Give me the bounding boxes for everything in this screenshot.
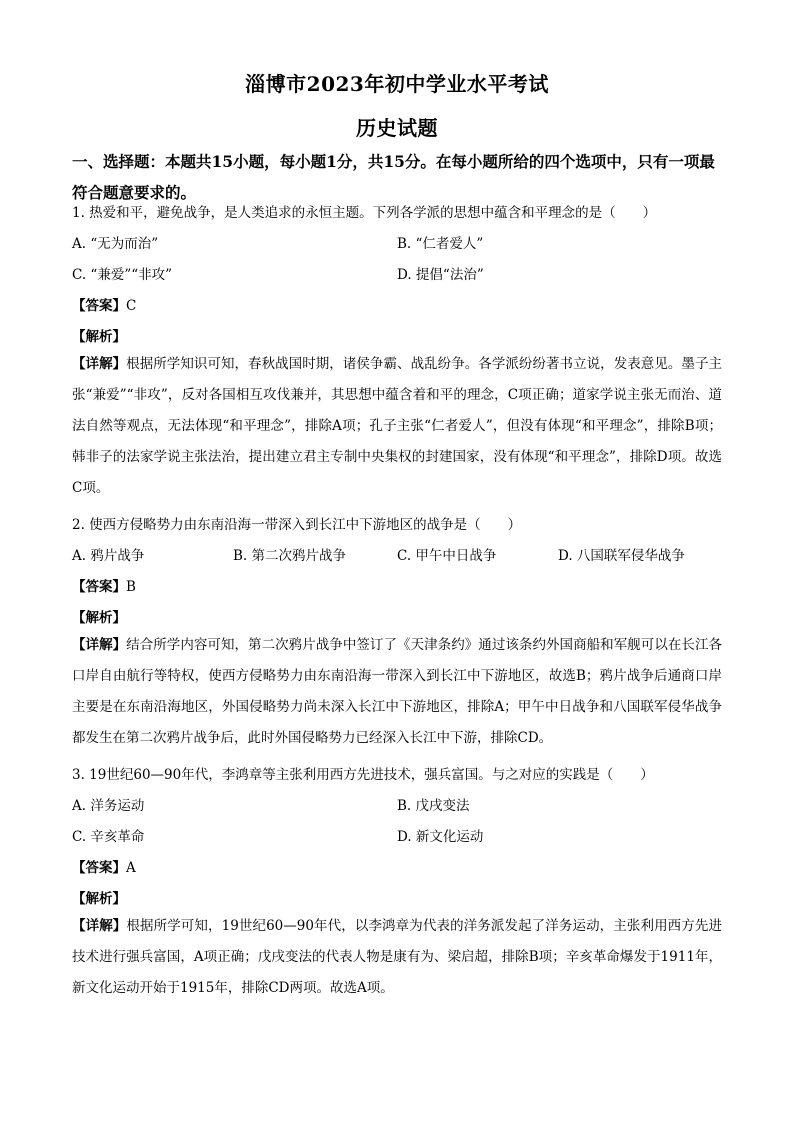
detail-label: 【详解】 (72, 637, 127, 653)
answer-value: C (126, 298, 137, 314)
question-2-option-c: C. 甲午中日战争 (397, 548, 497, 564)
question-2-option-d: D. 八国联军侵华战争 (558, 548, 685, 564)
question-2-stem: 2. 使西方侵略势力由东南沿海一带深入到长江中下游地区的战争是（ ） (72, 517, 522, 533)
detail-text: 根据所学知识可知，春秋战国时期，诸侯争霸、战乱纷争。各学派纷纷著书立说，发表意见。墨子主张“兼爱”“非攻”，反对各国相互攻伐兼并，其思想中蕴含着和平的理念，C项正确；道家学说主张无而治、道法自然等观点，无法体现“和平理念”，排除A项；孔子主张“仁者爱人”，但没有体现“和平理念”，排除B项；韩非子的法家学说主张法治，提出建立君主专制中央集权的封建国家，没有体现“和平理念”，排除D项。故选C项。 (72, 356, 723, 496)
question-1-option-c: C. “兼爱”“非攻” (72, 267, 173, 283)
question-1-option-a: A. “无为而治” (72, 236, 159, 252)
answer-value: A (126, 860, 136, 876)
detail-text: 结合所学内容可知，第二次鸦片战争中签订了《天津条约》通过该条约外国商船和军舰可以在长江各口岸自由航行等特权，使西方侵略势力由东南沿海一带深入到长江中下游地区，故选B；鸦片战争后通商口岸主要是在东南沿海地区，外国侵略势力尚未深入长江中下游地区，排除A；甲午中日战争和八国联军侵华战争都发生在第二次鸦片战争后，此时外国侵略势力已经深入长江中下游，排除CD。 (72, 637, 723, 746)
answer-label: 【答案】 (72, 579, 126, 595)
question-1-stem: 1. 热爱和平，避免战争，是人类追求的永恒主题。下列各学派的思想中蕴含和平理念的是（ ） (72, 205, 657, 221)
answer-label: 【答案】 (72, 298, 126, 314)
question-1-answer (72, 294, 136, 314)
detail-label: 【详解】 (72, 918, 127, 934)
question-2-option-b: B. 第二次鸦片战争 (233, 548, 347, 564)
detail-label: 【详解】 (72, 356, 127, 372)
question-2-option-a: A. 鸦片战争 (72, 548, 145, 564)
question-1-detail (72, 349, 722, 504)
question-3-option-d: D. 新文化运动 (397, 829, 484, 845)
question-3-option-b: B. 戊戌变法 (397, 798, 470, 814)
question-3-option-a: A. 洋务运动 (72, 798, 145, 814)
exam-title: 淄博市2023年初中学业水平考试 (245, 72, 549, 96)
question-3-answer (72, 856, 136, 876)
question-1-option-b: B. “仁者爱人” (397, 236, 484, 252)
question-2-answer (72, 575, 136, 595)
detail-text: 根据所学可知，19世纪60—90年代，以李鸿章为代表的洋务派发起了洋务运动，主张利用西方先进技术进行强兵富国，A项正确；戊戌变法的代表人物是康有为、梁启超，排除B项；辛亥革命爆发于1911年，新文化运动开始于1915年，排除CD两项。故选A项。 (72, 918, 722, 996)
question-1-option-d: D. 提倡“法治” (397, 267, 484, 283)
exam-subtitle: 历史试题 (356, 116, 438, 140)
question-3-analysis-label: 【解析】 (72, 891, 126, 907)
question-1-analysis-label: 【解析】 (72, 329, 126, 345)
question-3-detail (72, 911, 722, 1004)
question-3-stem: 3. 19世纪60—90年代，李鸿章等主张利用西方先进技术，强兵富国。与之对应的实践是（ ） (72, 767, 654, 783)
answer-value: B (126, 579, 136, 595)
answer-label: 【答案】 (72, 860, 126, 876)
question-2-analysis-label: 【解析】 (72, 610, 126, 626)
question-3-option-c: C. 辛亥革命 (72, 829, 145, 845)
question-2-detail (72, 630, 722, 754)
section-header: 一、选择题：本题共15小题，每小题1分，共15分。在每小题所给的四个选项中，只有一项最符合题意要求的。 (72, 152, 715, 202)
